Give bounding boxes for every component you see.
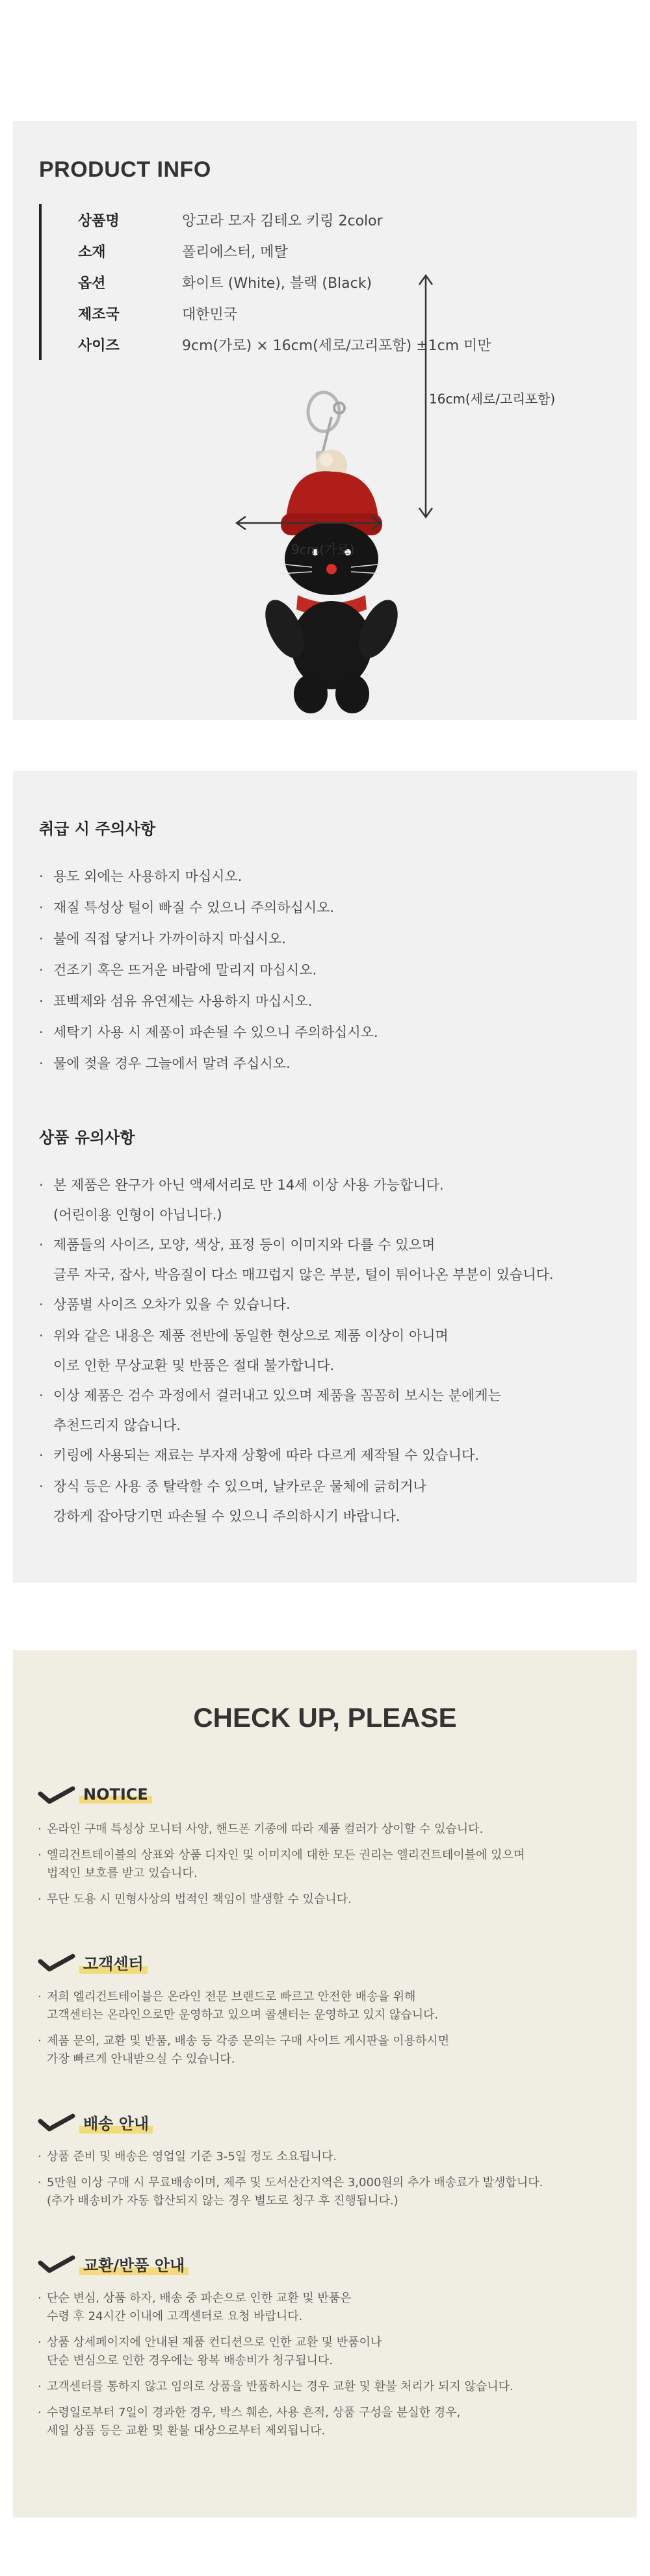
list-item <box>38 2404 612 2440</box>
list-item <box>38 2032 612 2069</box>
checkup-title: CHECK UP, PLEASE <box>193 1702 457 1733</box>
list-item: · 재질 특성상 털이 빠질 수 있으니 주의하십시오. <box>39 892 611 923</box>
line: · 상품 상세페이지에 안내된 제품 컨디션으로 인한 교환 및 반품이나 <box>47 2336 382 2349</box>
notice-line: 키링에 사용되는 재료는 부자재 상황에 따라 다르게 제작될 수 있습니다. <box>53 1447 480 1463</box>
customer-center-items <box>38 1988 612 2069</box>
list-item <box>38 2334 612 2370</box>
list-item: · 세탁기 사용 시 제품이 파손될 수 있으니 주의하십시오. <box>39 1017 611 1048</box>
list-item <box>39 1229 611 1289</box>
line: 가장 빠르게 안내받으실 수 있습니다. <box>47 2052 235 2066</box>
line: · 무단 도용 시 민형사상의 법적인 책임이 발생할 수 있습니다. <box>47 1893 352 1906</box>
section-label: 교환/반품 안내 <box>79 2252 188 2275</box>
line: · 상품 준비 및 배송은 영업일 기준 3-5일 정도 소요됩니다. <box>47 2150 337 2163</box>
line: 단순 변심으로 인한 경우에는 왕복 배송비가 청구됩니다. <box>47 2354 333 2367</box>
list-item <box>38 1846 612 1883</box>
list-item <box>38 1988 612 2024</box>
info-row-name <box>78 204 491 235</box>
notice-line: 본 제품은 완구가 아닌 액세서리로 만 14세 이상 사용 가능합니다. <box>53 1177 444 1193</box>
exchange-return-items <box>38 2289 612 2440</box>
info-key: 사이즈 <box>78 337 120 354</box>
notice-list <box>39 1169 611 1531</box>
handling-title: 취급 시 주의사항 <box>39 820 155 838</box>
line: · 수령일로부터 7일이 경과한 경우, 박스 훼손, 사용 흔적, 상품 구성을 분실한 경우, <box>47 2406 461 2419</box>
info-value: 9cm(가로) × 16cm(세로/고리포함) ±1cm 미만 <box>182 337 491 354</box>
check-mark-icon <box>38 1783 75 1805</box>
notice-line: 강하게 잡아당기면 파손될 수 있으니 주의하시기 바랍니다. <box>53 1509 400 1524</box>
check-mark-icon <box>38 1951 75 1973</box>
list-item <box>39 1320 611 1380</box>
keyring-photo <box>240 389 448 752</box>
list-item: · 불에 직접 닿거나 가까이하지 마십시오. <box>39 923 611 954</box>
info-value: 앙고라 모자 김테오 키링 2color <box>182 212 383 229</box>
list-item <box>38 2174 612 2210</box>
list-item <box>39 1440 611 1471</box>
width-label: 9cm(가로) <box>291 542 355 557</box>
line: 고객센터는 온라인으로만 운영하고 있으며 콜센터는 운영하고 있지 않습니다. <box>47 2008 439 2022</box>
line: 법적인 보호를 받고 있습니다. <box>47 1867 198 1880</box>
line: · 5만원 이상 구매 시 무료배송이며, 제주 및 도서산간지역은 3,000원의 추가 배송료가 발생합니다. <box>47 2176 543 2189</box>
list-item <box>38 2289 612 2326</box>
list-item <box>39 1169 611 1229</box>
section-header-notice <box>38 1781 612 1807</box>
line: · 단순 변심, 상품 하자, 배송 중 파손으로 인한 교환 및 반품은 <box>47 2291 352 2305</box>
info-key: 소재 <box>78 244 106 261</box>
info-key: 상품명 <box>78 212 120 229</box>
section-label: NOTICE <box>79 1785 152 1804</box>
list-item <box>39 1289 611 1320</box>
list-item: · 용도 외에는 사용하지 마십시오. <box>39 861 611 892</box>
notice-line: 위와 같은 내용은 제품 전반에 동일한 현상으로 제품 이상이 아니며 <box>53 1328 448 1344</box>
section-label: 배송 안내 <box>79 2111 153 2134</box>
notice-items <box>38 1820 612 1909</box>
notice-line: 추천드리지 않습니다. <box>53 1418 181 1433</box>
info-value: 화이트 (White), 블랙 (Black) <box>182 275 372 292</box>
notice-title: 상품 유의사항 <box>39 1129 135 1147</box>
section-header-customer-center <box>38 1949 612 1975</box>
line: 수령 후 24시간 이내에 고객센터로 요청 바랍니다. <box>47 2310 303 2323</box>
handling-list <box>39 861 611 1079</box>
info-key: 옵션 <box>78 275 106 292</box>
info-value: 폴리에스터, 메탈 <box>182 244 288 261</box>
notice-line: 이로 인한 무상교환 및 반품은 절대 불가합니다. <box>53 1358 335 1373</box>
section-header-shipping <box>38 2109 612 2135</box>
height-label: 16cm(세로/고리포함) <box>429 391 556 407</box>
line: 세일 상품 등은 교환 및 환불 대상으로부터 제외됩니다. <box>47 2424 326 2438</box>
line: · 엘리건트테이블의 상표와 상품 디자인 및 이미지에 대한 모든 권리는 엘리건트테이블에 있으며 <box>47 1848 525 1862</box>
line: · 제품 문의, 교환 및 반품, 배송 등 각종 문의는 구매 사이트 게시판을 이용하시면 <box>47 2034 450 2048</box>
list-item <box>38 1891 612 1909</box>
notice-line: 글루 자국, 잡사, 박음질이 다소 매끄럽지 않은 부분, 털이 튀어나온 부분이 있습니다. <box>53 1267 554 1282</box>
line: · 저희 엘리건트테이블은 온라인 전문 브랜드로 빠르고 안전한 배송을 위해 <box>47 1990 416 2004</box>
line: · 온라인 구매 특성상 모니터 사양, 핸드폰 기종에 따라 제품 컬러가 상이할 수 있습니다. <box>47 1822 484 1836</box>
notice-line: (어린이용 인형이 아닙니다.) <box>53 1207 222 1223</box>
list-item <box>38 2378 612 2396</box>
info-value: 대한민국 <box>182 306 238 323</box>
list-item <box>38 2148 612 2166</box>
list-item <box>39 1380 611 1440</box>
section-header-exchange-return <box>38 2251 612 2276</box>
section-label: 고객센터 <box>79 1951 148 1974</box>
list-item: · 물에 젖을 경우 그늘에서 말려 주십시오. <box>39 1048 611 1079</box>
list-item: · 표백제와 섬유 유연제는 사용하지 마십시오. <box>39 986 611 1017</box>
list-item: · 건조기 혹은 뜨거운 바람에 말리지 마십시오. <box>39 954 611 986</box>
check-mark-icon <box>38 2252 75 2275</box>
line: (추가 배송비가 자동 합산되지 않는 경우 별도로 청구 후 진행됩니다.) <box>47 2194 398 2208</box>
list-item <box>38 1820 612 1839</box>
notice-line: 장식 등은 사용 중 탈락할 수 있으며, 날카로운 물체에 긁히거나 <box>53 1479 426 1494</box>
care-section <box>13 771 637 1583</box>
check-mark-icon <box>38 2111 75 2133</box>
checkup-section <box>13 1650 637 2518</box>
line: · 고객센터를 통하지 않고 임의로 상품을 반품하시는 경우 교환 및 환불 처리가 되지 않습니다. <box>47 2380 514 2393</box>
product-info-title: PRODUCT INFO <box>39 157 211 182</box>
width-arrow-icon <box>234 516 384 530</box>
list-item <box>39 1471 611 1531</box>
shipping-items <box>38 2148 612 2210</box>
notice-line: 상품별 사이즈 오차가 있을 수 있습니다. <box>53 1297 291 1312</box>
info-key: 제조국 <box>78 306 120 323</box>
info-row-material <box>78 235 491 266</box>
notice-line: 이상 제품은 검수 과정에서 걸러내고 있으며 제품을 꼼꼼히 보시는 분에게는 <box>53 1388 501 1403</box>
notice-line: 제품들의 사이즈, 모양, 색상, 표정 등이 이미지와 다를 수 있으며 <box>53 1237 436 1253</box>
product-info-section <box>13 121 637 720</box>
